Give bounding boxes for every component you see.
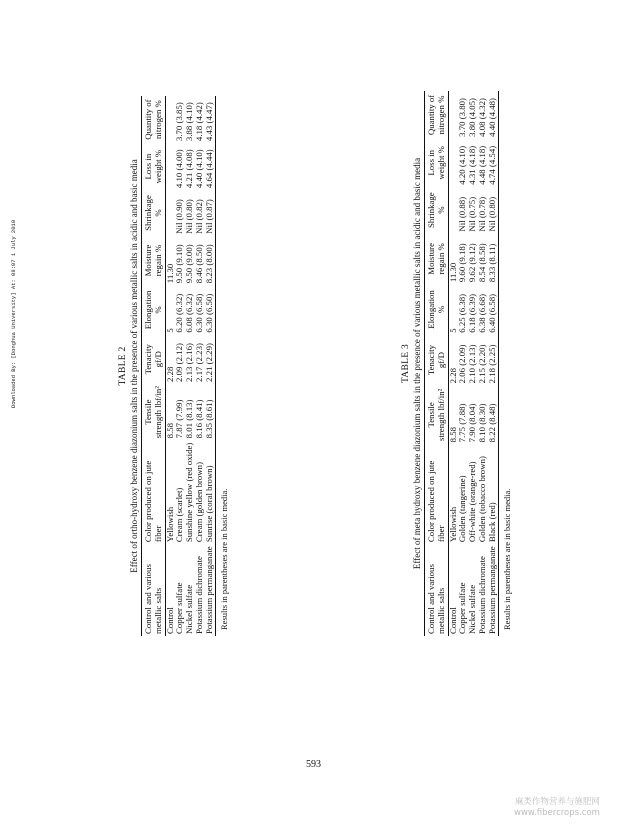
- table2-cell: Nil (0.80): [184, 199, 195, 234]
- table2-cell: 9.50 (9.10): [174, 244, 185, 284]
- table2-col-header: Elongation %: [143, 290, 163, 330]
- table3-cell: 6.25 (6.38): [457, 293, 468, 333]
- table3-cell: Potassium dichromate: [477, 556, 488, 634]
- table3-cell: 6.38 (6.68): [477, 293, 488, 333]
- table2-cell: 3.70 (3.85): [174, 102, 185, 142]
- table2-cell: Potassium dichromate: [194, 556, 205, 634]
- table3-cell: 7.75 (7.88): [457, 403, 468, 443]
- table2-cell: 2.17 (2.23): [194, 343, 205, 382]
- table3-cell: 8.54 (8.58): [477, 243, 488, 283]
- table2-cell: 6.30 (6.58): [194, 293, 205, 333]
- watermark-line-2: www.fibercrops.com: [514, 807, 600, 818]
- table2-block: [118, 96, 230, 636]
- table3-body: [448, 91, 498, 636]
- table3-cell: 6.18 (6.39): [467, 293, 478, 333]
- table3-cell: 7.90 (8.04): [467, 403, 478, 443]
- table2-cell: 8.58: [164, 422, 175, 439]
- table3-cell: 8.22 (8.48): [486, 403, 497, 443]
- table3-row: [488, 91, 498, 636]
- table3-col-header: Loss in weight %: [426, 146, 446, 180]
- table2-col-header: Control and various metallic salts: [143, 564, 163, 634]
- table3-cell: 2.28: [447, 367, 458, 384]
- table3-header-row: [425, 91, 448, 636]
- table2-caption: Effect of ortho-hydroxy benzene diazonium salts in the presence of various metallic salts in acidic and basic media: [128, 159, 139, 573]
- table3-cell: 9.60 (9.18): [457, 243, 468, 283]
- table2-col-header: Moisture regain %: [143, 244, 163, 277]
- table3-cell: 3.80 (4.05): [467, 98, 478, 137]
- table2-cell: 4.43 (4.47): [203, 102, 214, 142]
- table2-cell: Yellowish: [164, 506, 175, 543]
- table3-cell: Yellowish: [447, 506, 458, 543]
- download-note: Downloaded By: [Donghua University] At: 08:07 1 July 2010: [10, 219, 17, 408]
- table2-cell: Nil (0.82): [194, 199, 205, 234]
- table3-cell: 9.62 (9.12): [467, 243, 478, 283]
- table2-cell: 8.16 (8.41): [194, 399, 205, 439]
- table2-cell: 6.20 (6.32): [174, 293, 185, 333]
- table3-caption: Effect of meta hydroxy benzene diazonium salts in the presence of various metallic salts in acidic and basic media: [411, 157, 422, 570]
- table2-footnote: Results in parentheses are in basic media.: [218, 488, 229, 630]
- table3-cell: Golden (tangerine): [457, 475, 468, 543]
- table3-cell: Black (red): [486, 502, 497, 543]
- table3-cell: 4.48 (4.18): [477, 145, 488, 185]
- table3-col-header: Shrinkage %: [426, 192, 446, 228]
- table3-col-header: Elongation %: [426, 290, 446, 329]
- table3-cell: Nil (0.75): [467, 196, 478, 232]
- table2-cell: 2.21 (2.29): [203, 343, 214, 382]
- watermark-line-1: 麻类作物营养与施肥网: [514, 797, 600, 807]
- table3-cell: 2.18 (2.25): [486, 344, 497, 384]
- table3-col-header: Tensile strength lbf/in²: [426, 388, 446, 441]
- table3-col-header: Control and various metallic salts: [426, 564, 446, 634]
- table3-cell: 3.70 (3.80): [457, 98, 468, 137]
- table2-cell: Nickel sulfate: [184, 584, 195, 634]
- table2-cell: 8.46 (8.50): [194, 244, 205, 284]
- table2-title: TABLE 2: [118, 346, 128, 386]
- table2-cell: Copper sulfate: [174, 582, 185, 634]
- table3-cell: Golden (tobacco brown): [477, 456, 488, 543]
- page-number: 593: [306, 759, 321, 770]
- table2-cell: 2.09 (2.12): [174, 343, 185, 382]
- table2-cell: 5: [164, 328, 175, 333]
- table2-cell: Sunrise (coral brown): [203, 465, 214, 543]
- table2-col-header: Tenacity gf/D: [143, 344, 163, 375]
- watermark: [514, 797, 600, 818]
- table3-cell: Nickel sulfate: [467, 584, 478, 634]
- table2-cell: 4.64 (4.44): [203, 149, 214, 189]
- table2-header-row: [142, 96, 165, 636]
- table2-cell: 6.08 (6.32): [184, 293, 195, 333]
- table3: [424, 91, 499, 636]
- table2-cell: 8.35 (8.61): [203, 399, 214, 439]
- table2: [141, 96, 216, 636]
- table3-cell: Off-white (orange-red): [467, 461, 478, 543]
- table3-cell: 4.08 (4.32): [477, 98, 488, 137]
- table3-cell: 2.06 (2.09): [457, 344, 468, 384]
- table2-cell: 2.28: [164, 366, 175, 382]
- table3-cell: Potassium permanganate: [486, 546, 497, 634]
- table2-cell: 4.10 (4.00): [174, 149, 185, 189]
- table2-col-header: Loss in weight %: [143, 149, 163, 184]
- table2-cell: 4.40 (4.10): [194, 149, 205, 189]
- table2-cell: 6.30 (6.50): [203, 293, 214, 333]
- table2-cell: Potassium permanganate: [203, 546, 214, 634]
- table3-cell: 8.10 (8.30): [477, 403, 488, 443]
- table2-cell: Nil (0.87): [203, 199, 214, 234]
- table3-cell: 2.15 (2.20): [477, 344, 488, 384]
- table3-cell: 2.10 (2.13): [467, 344, 478, 384]
- table3-cell: 4.74 (4.54): [486, 145, 497, 185]
- table3-cell: 5: [447, 328, 458, 333]
- table2-cell: 8.01 (8.13): [184, 399, 195, 439]
- table3-col-header: Tenacity gf/D: [426, 345, 446, 376]
- table2-cell: 8.23 (8.00): [203, 244, 214, 284]
- table2-cell: Cream (golden brown): [194, 461, 205, 543]
- table2-cell: 9.50 (9.00): [184, 244, 195, 284]
- table2-cell: 11.30: [164, 263, 175, 284]
- table2-col-header: Shrinkage %: [143, 195, 163, 231]
- table3-cell: 4.20 (4.10): [457, 145, 468, 185]
- table3-block: [401, 91, 513, 636]
- table3-cell: 4.40 (4.48): [486, 98, 497, 137]
- table3-cell: 4.31 (4.18): [467, 145, 478, 185]
- table3-title: TABLE 3: [401, 343, 411, 384]
- table3-cell: Control: [447, 607, 458, 634]
- table2-col-header: Tensile strength lbf/in²: [143, 386, 163, 439]
- table3-cell: 8.58: [447, 426, 458, 443]
- table3-cell: 8.33 (8.11): [486, 243, 497, 283]
- table2-row: [205, 96, 215, 636]
- table2-body: [165, 96, 215, 636]
- table3-cell: Nil (0.88): [457, 196, 468, 232]
- table3-cell: Nil (0.78): [477, 196, 488, 232]
- table3-col-header: Moisture regain %: [426, 242, 446, 275]
- table2-cell: Nil (0.90): [174, 199, 185, 234]
- table2-col-header: Quantity of nitrogen %: [143, 99, 163, 140]
- table3-col-header: Quantity of nitrogen %: [426, 94, 446, 136]
- table2-cell: 7.87 (7.99): [174, 399, 185, 439]
- table2-cell: 3.88 (4.10): [184, 102, 195, 142]
- table3-cell: 11.30: [447, 262, 458, 283]
- table2-cell: Sunshine yellow (red oxide): [184, 442, 195, 543]
- table2-cell: Control: [164, 607, 175, 634]
- table3-cell: Nil (0.80): [486, 196, 497, 232]
- table2-cell: Cream (scarlet): [174, 487, 185, 543]
- table3-cell: Copper sulfate: [457, 582, 468, 634]
- table3-col-header: Color produced on jute fiber: [426, 460, 446, 543]
- table2-col-header: Color produced on jute fiber: [143, 460, 163, 543]
- table3-cell: 6.40 (6.58): [486, 293, 497, 333]
- table2-cell: 4.18 (4.42): [194, 102, 205, 142]
- table2-cell: 2.13 (2.16): [184, 343, 195, 382]
- table3-footnote: Results in parentheses are in basic media.: [501, 488, 512, 630]
- table2-cell: 4.21 (4.08): [184, 149, 195, 189]
